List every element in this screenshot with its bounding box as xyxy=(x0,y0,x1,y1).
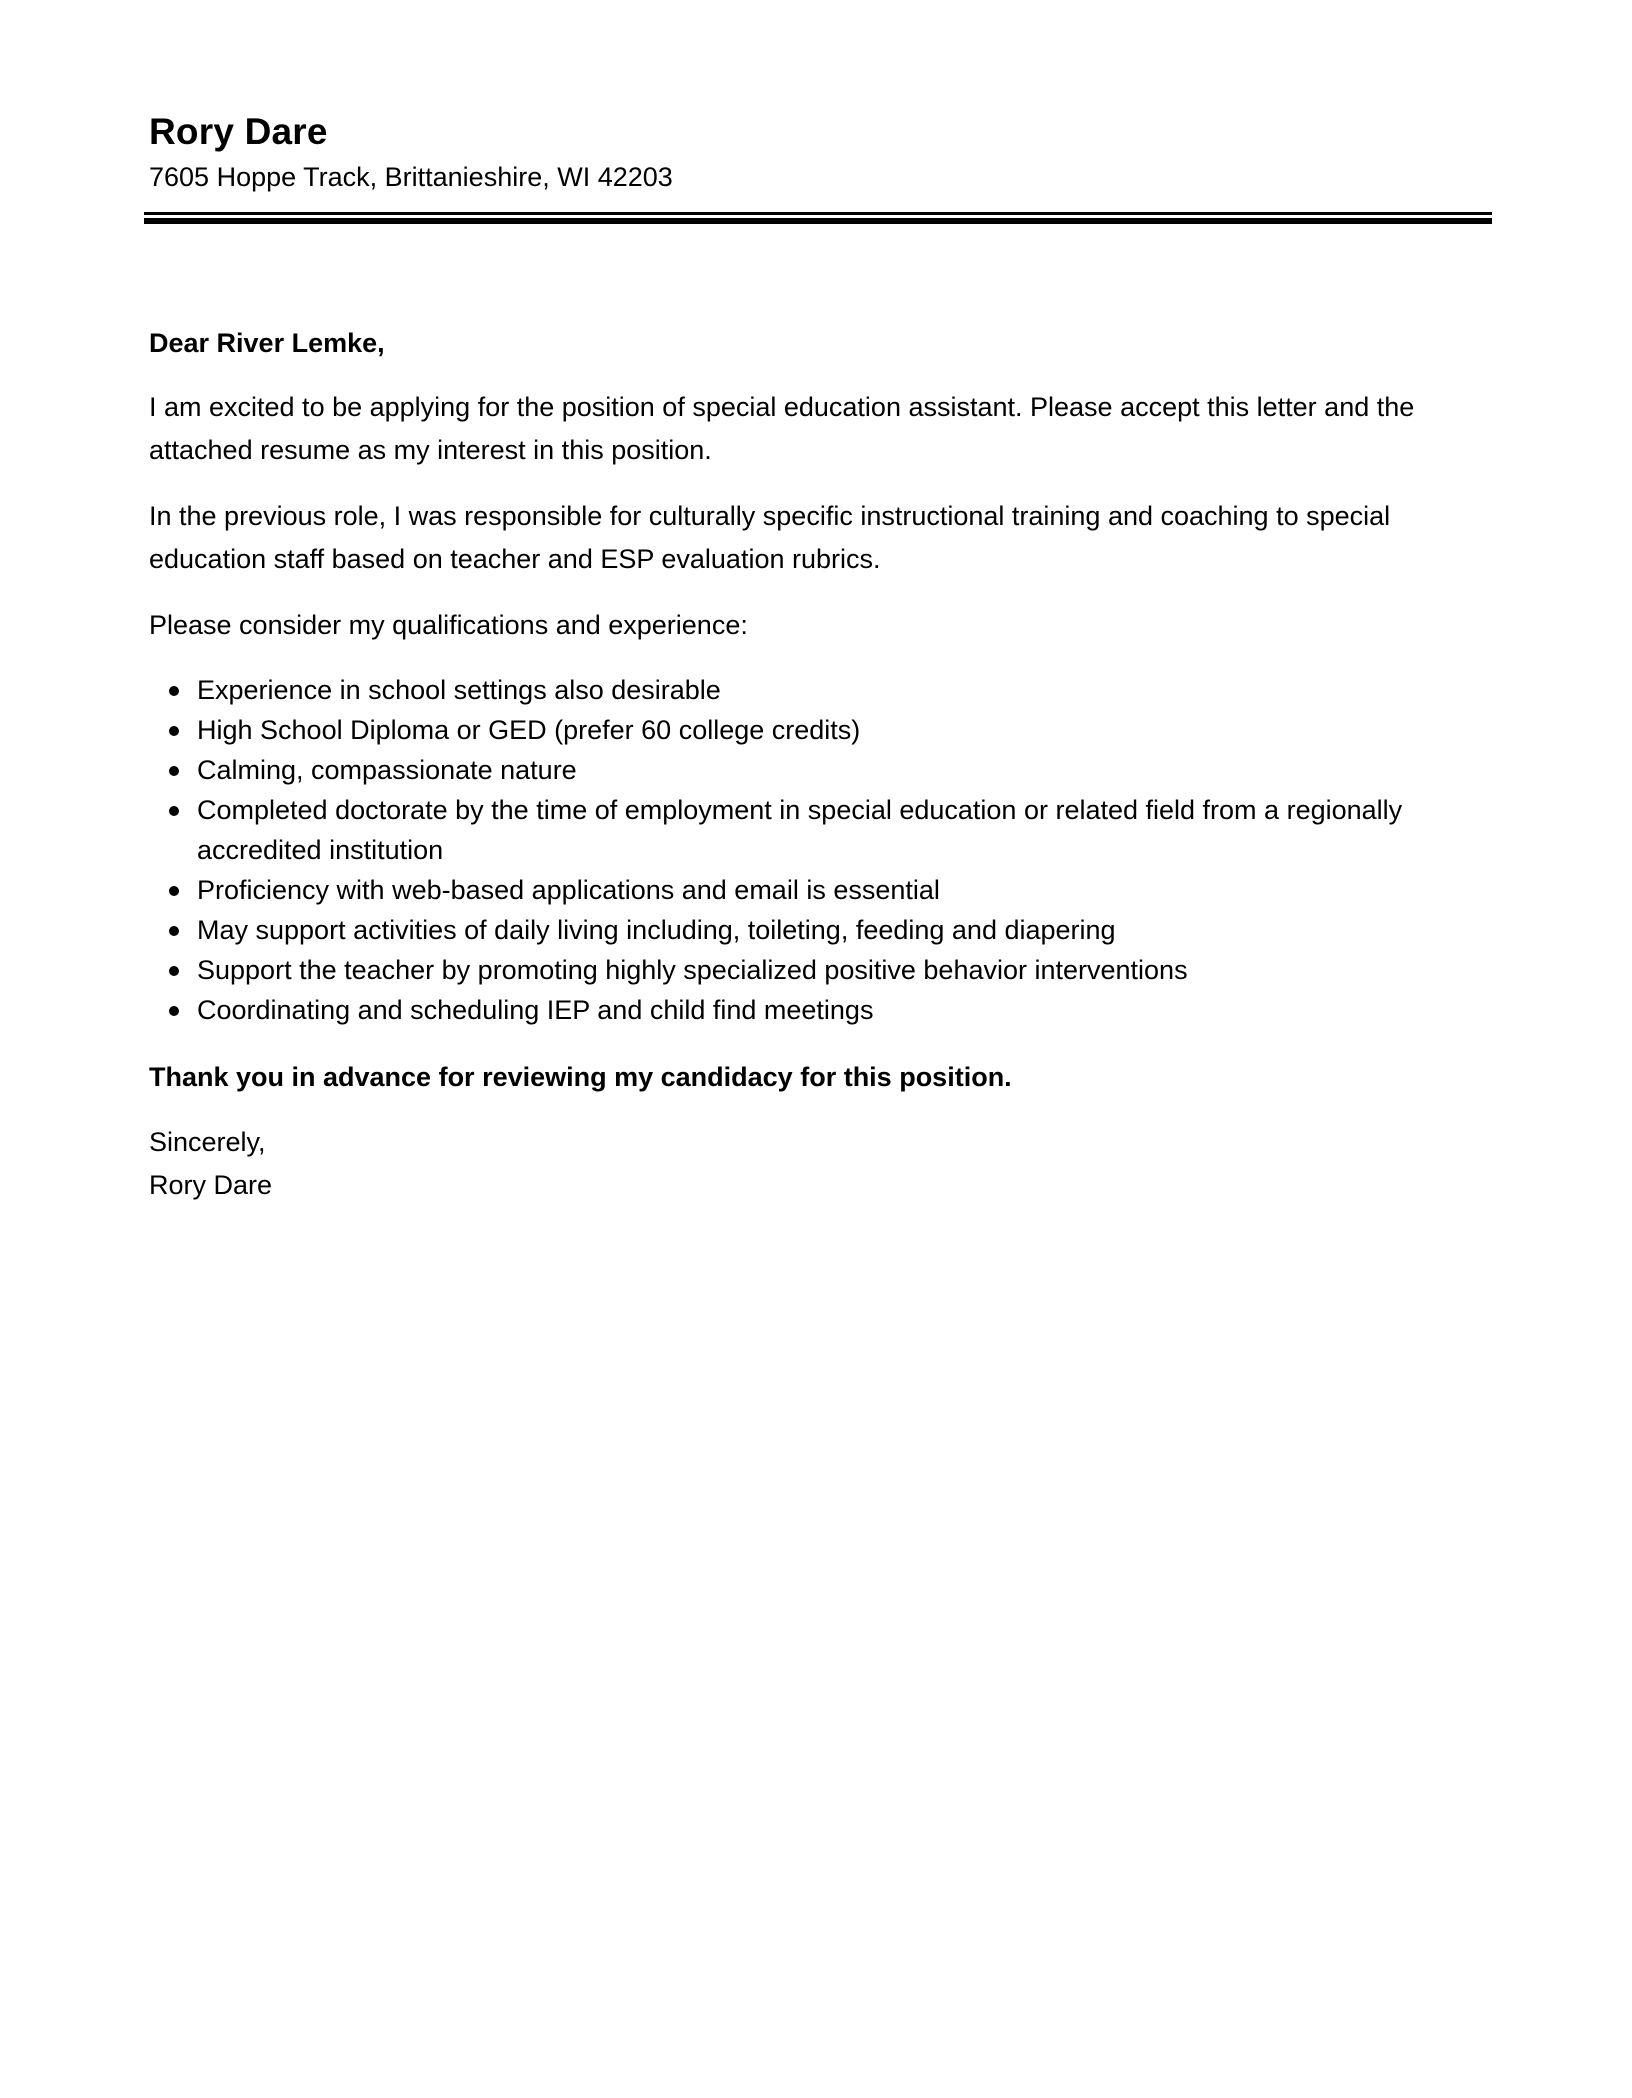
list-item xyxy=(149,910,1494,950)
divider-thin-line xyxy=(144,212,1492,215)
thank-you-line: Thank you in advance for reviewing my candidacy for this position. xyxy=(149,1062,1012,1092)
list-item xyxy=(149,790,1494,870)
closing: Sincerely, xyxy=(149,1127,266,1157)
signature-name: Rory Dare xyxy=(149,1170,273,1200)
list-item xyxy=(149,870,1494,910)
letter-body xyxy=(149,322,1494,1207)
experience-paragraph: In the previous role, I was responsible for culturally specific instructional training and coaching to special education staff based on teacher and ESP evaluation rubrics. xyxy=(149,501,1391,574)
list-item xyxy=(149,990,1494,1030)
bullet-icon xyxy=(169,766,179,776)
letter-header xyxy=(149,108,1489,196)
divider-thick-line xyxy=(144,218,1492,224)
list-item xyxy=(149,710,1494,750)
list-item xyxy=(149,950,1494,990)
list-item-text: Support the teacher by promoting highly specialized positive behavior interventions xyxy=(197,955,1188,985)
sender-address: 7605 Hoppe Track, Brittanieshire, WI 42203 xyxy=(149,162,673,192)
qualifications-intro: Please consider my qualifications and experience: xyxy=(149,610,748,640)
bullet-icon xyxy=(169,966,179,976)
list-item-text: Experience in school settings also desirable xyxy=(197,675,721,705)
bullet-icon xyxy=(169,686,179,696)
list-item xyxy=(149,670,1494,710)
bullet-icon xyxy=(169,926,179,936)
list-item xyxy=(149,750,1494,790)
bullet-icon xyxy=(169,726,179,736)
salutation: Dear River Lemke, xyxy=(149,328,385,358)
list-item-text: Proficiency with web-based applications and email is essential xyxy=(197,875,940,905)
list-item-text: Coordinating and scheduling IEP and child find meetings xyxy=(197,995,874,1025)
list-item-text: Completed doctorate by the time of employment in special education or related field from a regionally accredited institution xyxy=(197,795,1403,865)
bullet-icon xyxy=(169,886,179,896)
list-item-text: May support activities of daily living including, toileting, feeding and diapering xyxy=(197,915,1116,945)
qualifications-list xyxy=(149,670,1494,1030)
list-item-text: High School Diploma or GED (prefer 60 college credits) xyxy=(197,715,861,745)
intro-paragraph: I am excited to be applying for the position of special education assistant. Please accept this letter and the attached resume as my interest in this position. xyxy=(149,392,1415,465)
bullet-icon xyxy=(169,806,179,816)
bullet-icon xyxy=(169,1006,179,1016)
list-item-text: Calming, compassionate nature xyxy=(197,755,577,785)
sender-name: Rory Dare xyxy=(149,111,328,152)
header-divider xyxy=(144,212,1492,224)
